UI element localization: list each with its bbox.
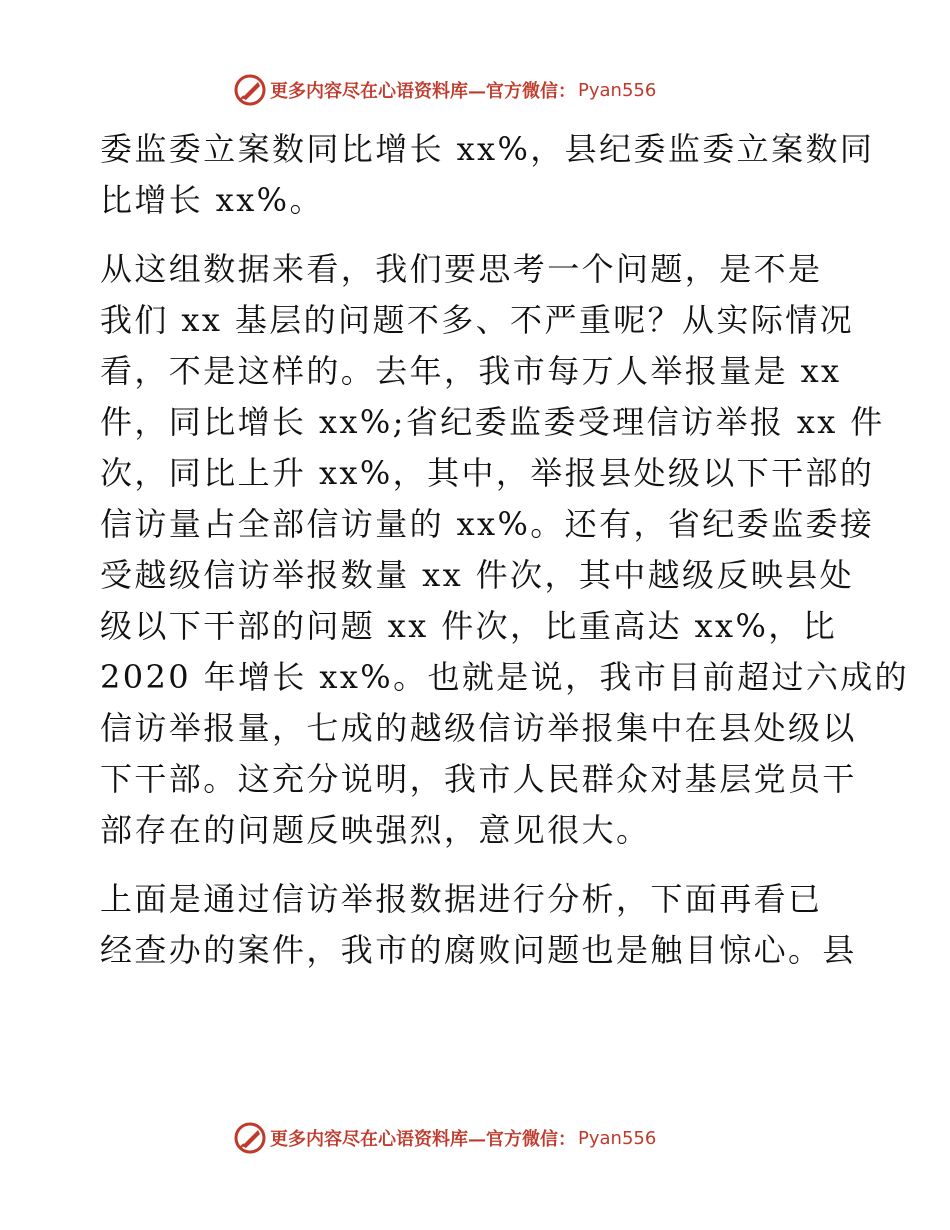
wechat-id: Pyan556 xyxy=(578,79,657,101)
text-line: 经查办的案件，我市的腐败问题也是触目惊心。县 xyxy=(100,931,857,969)
text-line: 上面是通过信访举报数据进行分析，下面再看已 xyxy=(100,880,823,918)
paragraph-3 xyxy=(100,874,860,976)
wechat-id: Pyan556 xyxy=(578,1127,657,1149)
text-line: 受越级信访举报数量 xx 件次，其中越级反映县处 xyxy=(100,556,855,594)
text-line: 部存在的问题反映强烈，意见很大。 xyxy=(100,811,651,849)
banner-text: 更多内容尽在心语资料库—官方微信： xyxy=(270,1129,576,1150)
quill-logo-icon xyxy=(232,72,268,108)
text-line: 委监委立案数同比增长 xx%，县纪委监委立案数同 xyxy=(100,130,875,168)
text-line: 信访举报量，七成的越级信访举报集中在县处级以 xyxy=(100,709,857,747)
text-line: 件，同比增长 xx%;省纪委监委受理信访举报 xx 件 xyxy=(100,403,885,441)
text-line: 看，不是这样的。去年，我市每万人举报量是 xx xyxy=(100,352,842,390)
text-line: 从这组数据来看，我们要思考一个问题，是不是 xyxy=(100,250,823,288)
paragraph-2 xyxy=(100,244,910,856)
text-line: 我们 xx 基层的问题不多、不严重呢？从实际情况 xyxy=(100,301,855,339)
banner-text: 更多内容尽在心语资料库—官方微信： xyxy=(270,81,576,102)
quill-logo-icon xyxy=(232,1120,268,1156)
text-line: 级以下干部的问题 xx 件次，比重高达 xx%，比 xyxy=(100,607,838,645)
header-banner xyxy=(232,70,752,110)
footer-banner xyxy=(232,1118,752,1158)
text-line: 2020 年增长 xx%。也就是说，我市目前超过六成的 xyxy=(100,658,910,696)
text-line: 下干部。这充分说明，我市人民群众对基层党员干 xyxy=(100,760,857,798)
text-line: 次，同比上升 xx%，其中，举报县处级以下干部的 xyxy=(100,454,875,492)
document-body xyxy=(100,124,910,976)
text-line: 比增长 xx%。 xyxy=(100,181,324,219)
paragraph-1 xyxy=(100,124,875,226)
text-line: 信访量占全部信访量的 xx%。还有，省纪委监委接 xyxy=(100,505,875,543)
